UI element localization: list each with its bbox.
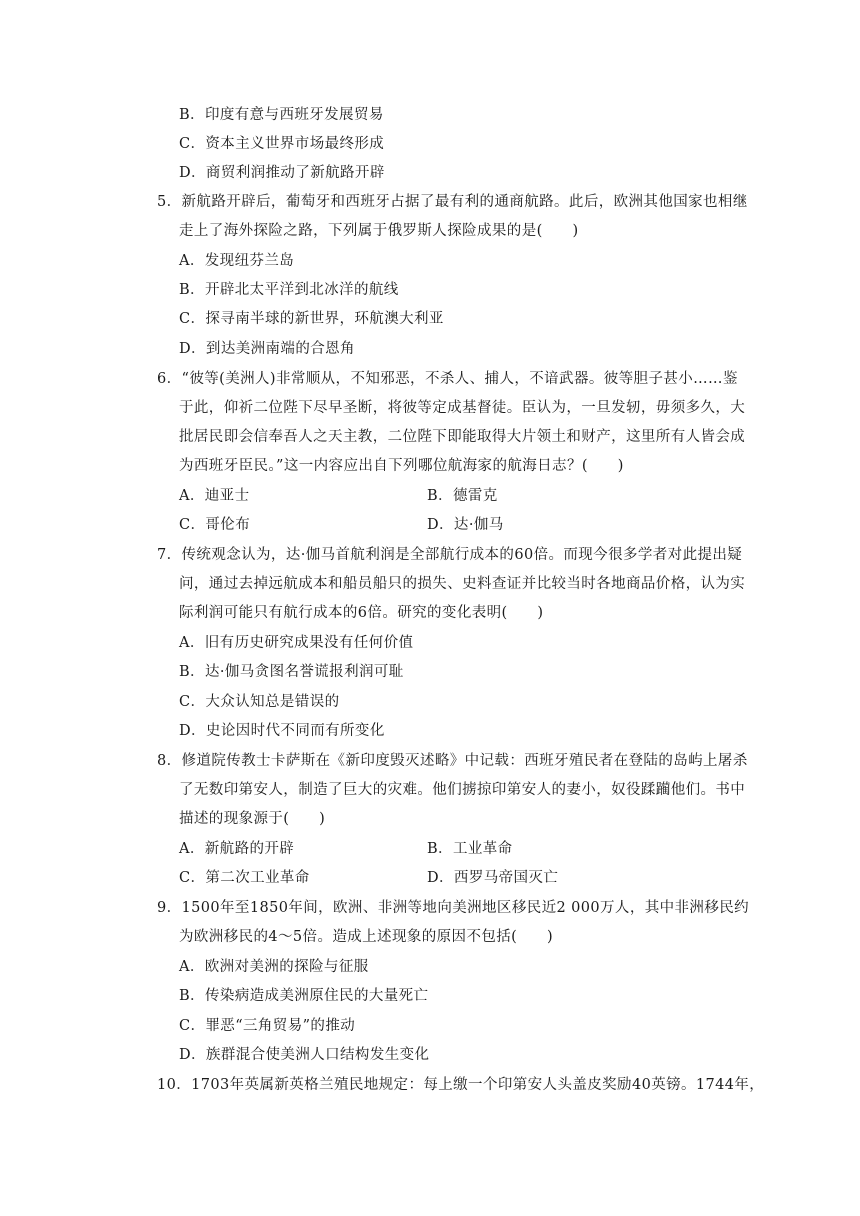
q5-option-b: B．开辟北太平洋到北冰洋的航线 <box>179 282 399 298</box>
q4-option-d: D．商贸利润推动了新航路开辟 <box>179 165 385 181</box>
q9-stem-line-2: 为欧洲移民的4～5倍。造成上述现象的原因不包括( ) <box>179 929 554 945</box>
q7-option-d: D．史论因时代不同而有所变化 <box>179 723 385 739</box>
q8-option-b: B．工业革命 <box>427 841 513 857</box>
q5-stem-line-2: 走上了海外探险之路，下列属于俄罗斯人探险成果的是( ) <box>179 223 579 239</box>
q7-stem-line-3: 际利润可能只有航行成本的6倍。研究的变化表明( ) <box>179 605 544 621</box>
q5-option-d: D．到达美洲南端的合恩角 <box>179 341 355 357</box>
q9-option-d: D．族群混合使美洲人口结构发生变化 <box>179 1047 430 1063</box>
q9-option-c: C．罪恶“三角贸易”的推动 <box>179 1018 356 1034</box>
q4-option-c: C．资本主义世界市场最终形成 <box>179 136 385 152</box>
q7-option-c: C．大众认知总是错误的 <box>179 694 340 710</box>
q8-stem-line-1: 8．修道院传教士卡萨斯在《新印度毁灭述略》中记载：西班牙殖民者在登陆的岛屿上屠杀 <box>157 753 748 769</box>
q6-option-d: D．达·伽马 <box>427 517 504 533</box>
q8-stem-line-2: 了无数印第安人，制造了巨大的灾难。他们掳掠印第安人的妻小，奴役蹂躏他们。书中 <box>179 782 746 798</box>
q6-option-a: A．迪亚士 <box>179 488 250 504</box>
q7-option-b: B．达·伽马贪图名誉谎报利润可耻 <box>179 664 404 680</box>
q5-option-c: C．探寻南半球的新世界，环航澳大利亚 <box>179 311 444 327</box>
q6-option-b: B．德雷克 <box>427 488 498 504</box>
q7-stem-line-1: 7．传统观念认为，达·伽马首航利润是全部航行成本的60倍。而现今很多学者对此提出疑 <box>157 547 743 563</box>
q6-option-c: C．哥伦布 <box>179 517 251 533</box>
q6-stem-line-3: 批居民即会信奉吾人之天主教，二位陛下即能取得大片领土和财产，这里所有人皆会成 <box>179 429 746 445</box>
q7-stem-line-2: 问，通过去掉远航成本和船员船只的损失、史料查证并比较当时各地商品价格，认为实 <box>179 576 746 592</box>
q6-stem-line-1: 6．“彼等(美洲人)非常顺从，不知邪恶，不杀人、捕人，不谙武器。彼等胆子甚小……鉴 <box>157 371 738 387</box>
q8-option-c: C．第二次工业革命 <box>179 870 310 886</box>
q8-option-d: D．西罗马帝国灭亡 <box>427 870 559 886</box>
q5-stem-line-1: 5．新航路开辟后，葡萄牙和西班牙占据了最有利的通商航路。此后，欧洲其他国家也相继 <box>157 194 748 210</box>
q4-option-b: B．印度有意与西班牙发展贸易 <box>179 107 384 123</box>
q6-stem-line-2: 于此，仰祈二位陛下尽早圣断，将彼等定成基督徒。臣认为，一旦发轫，毋须多久，大 <box>179 400 746 416</box>
q7-option-a: A．旧有历史研究成果没有任何价值 <box>179 635 414 651</box>
q9-option-a: A．欧洲对美洲的探险与征服 <box>179 959 369 975</box>
q5-option-a: A．发现纽芬兰岛 <box>179 253 295 269</box>
q9-stem-line-1: 9．1500年至1850年间，欧洲、非洲等地向美洲地区移民近2 000万人，其中非洲移民约 <box>157 900 750 916</box>
q9-option-b: B．传染病造成美洲原住民的大量死亡 <box>179 988 429 1004</box>
q8-option-a: A．新航路的开辟 <box>179 841 295 857</box>
q8-stem-line-3: 描述的现象源于( ) <box>179 811 326 827</box>
q10-stem-line-1: 10．1703年英属新英格兰殖民地规定：每上缴一个印第安人头盖皮奖励40英镑。1744年， <box>157 1077 765 1093</box>
q6-stem-line-4: 为西班牙臣民。”这一内容应出自下列哪位航海家的航海日志？( ) <box>179 458 624 474</box>
